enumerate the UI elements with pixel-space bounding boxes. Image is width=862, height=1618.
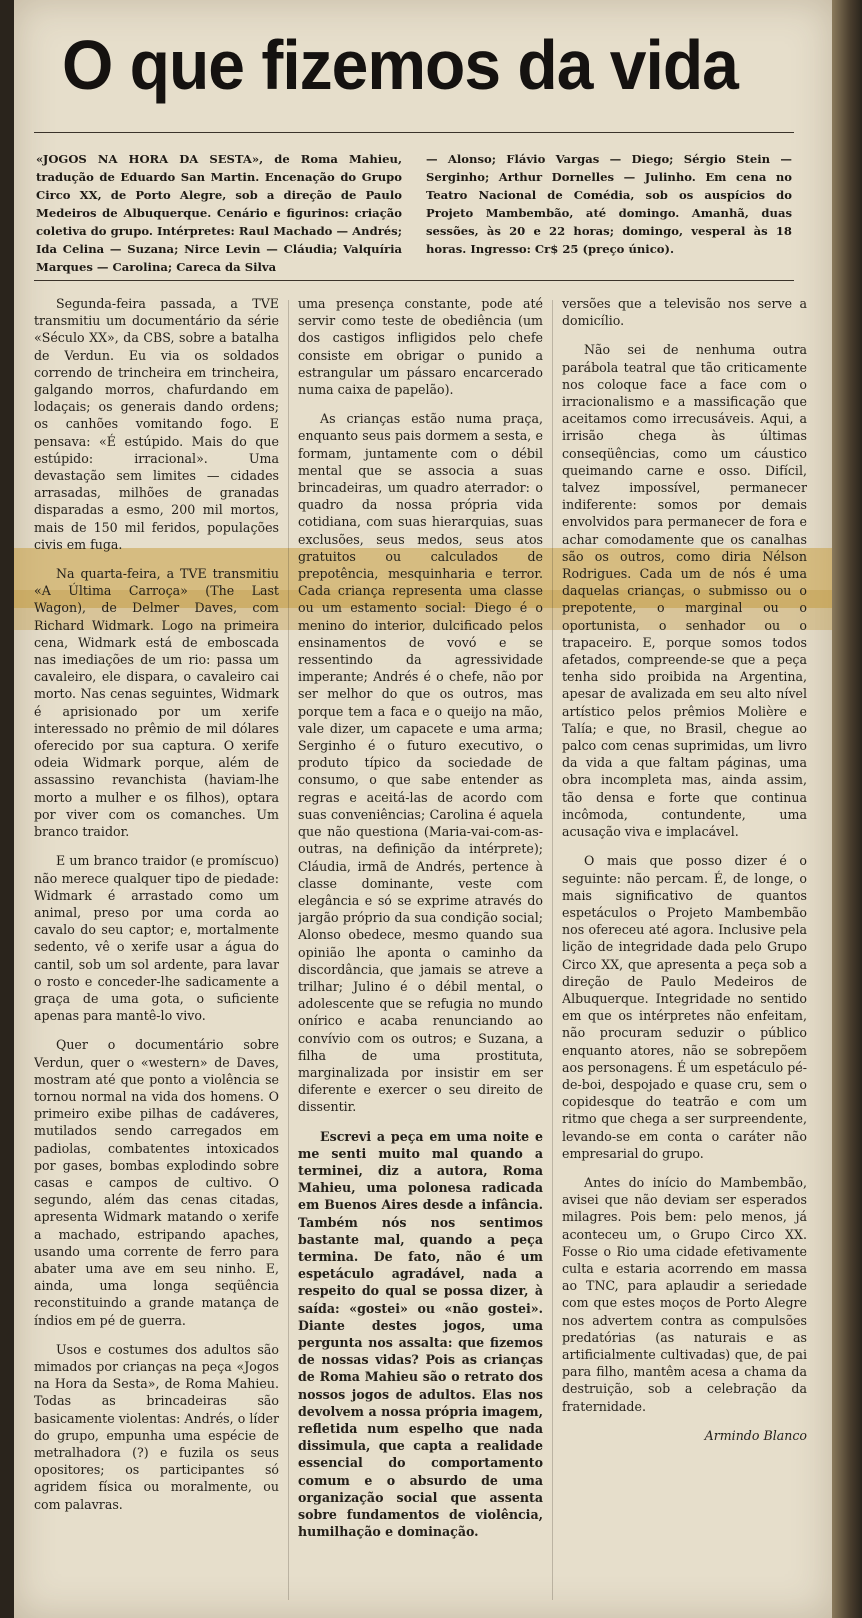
background-edge [832,0,862,1618]
column-3 [562,295,807,1605]
newspaper-clipping [14,0,832,1618]
headline: O que fizemos da vida [62,26,738,104]
rule-top [34,132,794,133]
paragraph: Não sei de nenhuma outra parábola teatral que tão criticamente nos coloque face a face com o irracionalismo e a massificação que aceitamos como irrecusáveis. Aqui, a irrisão chega às últimas conseqüências, como um cáustico queimando carne e osso. Difícil, talvez impossível, permanecer indiferente: somos por demais envolvidos para permanecer de fora e achar comodamente que os canalhas são os outros, como diria Nélson Rodrigues. Cada um de nós é uma daquelas crianças, o submisso ou o prepotente, o marginal ou o oportunista, o senhador ou o trapaceiro. E, porque somos todos afetados, compreende-se que a peça tenha sido proibida na Argentina, apesar de avalizada em seu alto nível artístico pelos prêmios Molière e Talía; e que, no Brasil, chegue ao palco com cenas suprimidas, um livro da vida a que faltam páginas, uma obra incompleta mas, ainda assim, tão densa e forte que continua incômoda, contundente, uma acusação viva e implacável. [562,342,807,840]
paragraph-lead: Escrevi a peça em uma noite e me senti muito mal quando a terminei, diz a autora, Roma Mahieu, uma polonesa radicada em Buenos Aires desde a infância. Também nós nos sentimos bastante mal, quando a peça termina. De fato, não é um espetáculo agradável, nada a respeito do qual se possa dizer, à saída: «gostei» ou «não gostei». Diante destes jogos, uma pergunta nos assalta: que fizemos de nossas vidas? Pois as crianças de Roma Mahieu são o retrato dos nossos jogos de adultos. Elas nos devolvem a nossa própria imagem, refletida num espelho que nada dissimula, que capta a realidade essencial do comportamento comum e o absurdo de uma organização social que assenta sobre fundamentos de violência, humilhação e dominação. [298,1128,543,1540]
column-divider [288,300,289,1600]
column-1 [34,295,279,1605]
paragraph: versões que a televisão nos serve a domicílio. [562,296,807,329]
paragraph: uma presença constante, pode até servir como teste de obediência (um dos castigos infligidos pelo chefe consiste em obrigar o punido a estrangular um pássaro encarcerado numa caixa de papelão). [298,296,543,398]
column-divider [552,300,553,1600]
rule-mid [34,280,794,281]
paragraph: As crianças estão numa praça, enquanto seus pais dormem a sesta, e formam, juntamente com o débil mental que se associa a suas brincadeiras, um quadro aterrador: o quadro da nossa própria vida cotidiana, com suas hierarquias, suas exclusões, seus medos, seus atos gratuitos ou calculados de prepotência, mesquinharia e terror. Cada criança representa uma classe ou um estamento social: Diego é o menino do interior, dulcificado pelos ensinamentos de vovó e se ressentindo da agressividade imperante; Andrés é o chefe, não por ser melhor do que os outros, mas porque tem a faca e o queijo na mão, vale dizer, um capacete e uma arma; Serginho é o futuro executivo, o produto típico da sociedade de consumo, o que sabe entender as regras e aceitá-las de acordo com suas conveniências; Carolina é aquela que não questiona (Maria-vai-com-as-outras, na definição da intérprete); Cláudia, irmã de Andrés, pertence à classe dominante, veste com elegância e só se exprime através do jargão próprio da sua condição social; Alonso obedece, mesmo quando sua opinião lhe aponta o caminho da discordância, que jamais se atreve a trilhar; Julino é o débil mental, o adolescente que se refugia no mundo onírico e acaba renunciando ao convívio com os outros; e Suzana, a filha de uma prostituta, marginalizada por insistir em ser diferente e exercer o seu direito de dissentir. [298,411,543,1115]
credits-right: — Alonso; Flávio Vargas — Diego; Sérgio Stein — Serginho; Arthur Dornelles — Julinho. Em cena no Teatro Nacional de Comédia, sob os auspícios do Projeto Mambembão, até domingo. Amanhã, duas sessões, às 20 e 22 horas; domingo, vesperal às 18 horas. Ingresso: Cr$ 25 (preço único). [426,152,792,256]
paragraph: Antes do início do Mambembão, avisei que não deviam ser esperados milagres. Pois bem: pelo menos, já aconteceu um, o Grupo Circo XX. Fosse o Rio uma cidade efetivamente culta e estaria acorrendo em massa ao TNC, para aplaudir a seriedade com que estes moços de Porto Alegre nos advertem contra as compulsões predatórias (as naturais e as artificialmente cultivadas) que, de pai para filho, mantêm acesa a chama da destruição, sob a celebração da fraternidade. [562,1174,807,1414]
paragraph: E um branco traidor (e promíscuo) não merece qualquer tipo de piedade: Widmark é arrastado como um animal, preso por uma corda ao cavalo do seu captor; e, mortalmente sedento, vê o xerife usar a água do cantil, sob um sol ardente, para lavar o rosto e conceder-lhe sadicamente a graça de uma gota, o suficiente apenas para mantê-lo vivo. [34,853,279,1024]
paragraph: O mais que posso dizer é o seguinte: não percam. É, de longe, o mais significativo de quantos espetáculos o Projeto Mambembão nos ofereceu até agora. Inclusive pela lição de integridade dada pelo Grupo Circo XX, que apresenta a peça sob a direção de Paulo Medeiros de Albuquerque. Integridade no sentido em que os intérpretes não enfeitam, não procuram seduzir o público enquanto atores, não se sobrepõem aos personagens. É um espetáculo pé-de-boi, despojado e quase cru, sem o copidesque do teatrão e com um ritmo que chega a ser surpreendente, levando-se em conta o caráter não empresarial do grupo. [562,853,807,1161]
signature: Armindo Blanco [704,1427,807,1443]
paragraph: Segunda-feira passada, a TVE transmitiu um documentário da série «Século XX», da CBS, sobre a batalha de Verdun. Eu via os soldados correndo de trincheira em trincheira, galgando morros, chafurdando em lodaçais; os generais dando ordens; os canhões vomitando fogo. E pensava: «É estúpido. Mais do que estúpido: irracional». Uma devastação sem limites — cidades arrasadas, milhões de granadas disparadas a esmo, 200 mil mortos, mais de 150 mil feridos, populações civis em fuga. [34,296,279,552]
credits-left: «JOGOS NA HORA DA SESTA», de Roma Mahieu, tradução de Eduardo San Martin. Encenação do Grupo Circo XX, de Porto Alegre, sob a direção de Paulo Medeiros de Albuquerque. Cenário e figurinos: criação coletiva do grupo. Intérpretes: Raul Machado — Andrés; Ida Celina — Suzana; Nirce Levin — Cláudia; Valquíria Marques — Carolina; Careca da Silva [36,152,402,274]
paragraph: Usos e costumes dos adultos são mimados por crianças na peça «Jogos na Hora da Sesta», de Roma Mahieu. Todas as brincadeiras são basicamente violentas: Andrés, o líder do grupo, empunha uma espécie de metralhadora (?) e fuzila os seus opositores; os participantes só agridem física ou moralmente, ou com palavras. [34,1341,279,1512]
column-2 [298,295,543,1605]
paragraph: Na quarta-feira, a TVE transmitiu «A Última Carroça» (The Last Wagon), de Delmer Daves, com Richard Widmark. Logo na primeira cena, Widmark está de emboscada nas imediações de um rio: passa um cavaleiro, ele dispara, o cavaleiro cai morto. Nas cenas seguintes, Widmark é aprisionado por um xerife interessado no prêmio de mil dólares oferecido por sua captura. O xerife odeia Widmark porque, além de assassino revanchista (haviam-lhe morto a mulher e os filhos), optara por viver com os comanches. Um branco traidor. [34,566,279,840]
paragraph: Quer o documentário sobre Verdun, quer o «western» de Daves, mostram até que ponto a violência se tornou normal na vida dos homens. O primeiro exibe pilhas de cadáveres, mutilados sendo carregados em padiolas, combatentes intoxicados por gases, bombas explodindo sobre casas e campos de cultivo. O segundo, além das cenas citadas, apresenta Widmark matando o xerife a machado, estripando apaches, usando uma corrente de ferro para abater uma ave em seu ninho. E, ainda, uma longa seqüência reconstituindo a grande matança de índios em pé de guerra. [34,1037,279,1328]
